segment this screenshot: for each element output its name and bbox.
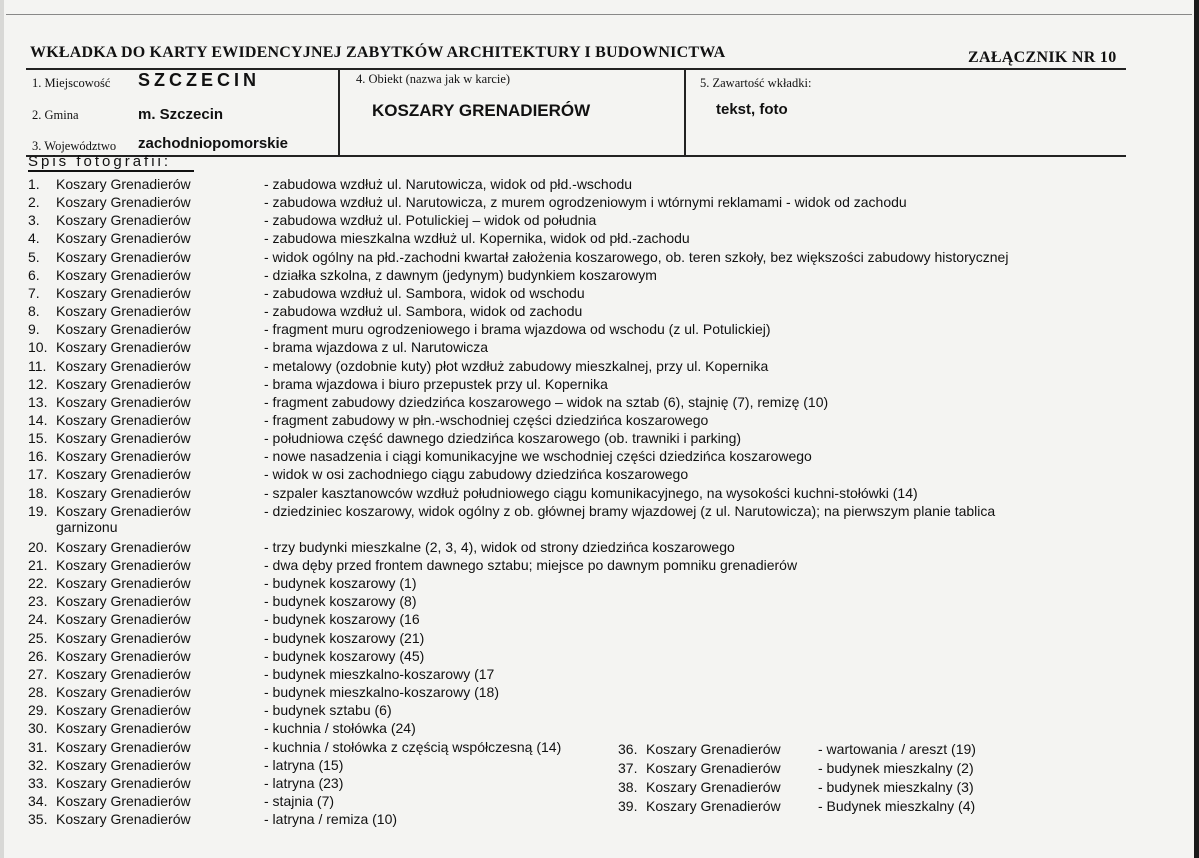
photo-description: - fragment muru ogrodzeniowego i brama wjazdowa od wschodu (z ul. Potulickiej) <box>264 321 771 338</box>
contents-label: 5. Zawartość wkładki: <box>700 76 812 90</box>
photo-object-name: Koszary Grenadierów <box>56 248 191 265</box>
photo-object-name: Koszary Grenadierów <box>56 756 191 773</box>
photo-number: 26. <box>28 647 48 664</box>
photo-number: 10. <box>28 339 48 356</box>
photo-description: - wartowania / areszt (19) <box>818 741 976 757</box>
photo-object-name: Koszary Grenadierów <box>56 502 191 519</box>
photo-description-continuation: garnizonu <box>56 518 118 535</box>
scan-edge-left <box>0 0 4 858</box>
photo-number: 21. <box>28 557 48 573</box>
photo-object-name: Koszary Grenadierów <box>56 194 191 211</box>
photo-description: - latryna (15) <box>264 756 344 773</box>
photo-number: 31. <box>28 738 48 755</box>
photo-description: - widok w osi zachodniego ciągu zabudowy dziedzińca koszarowego <box>264 466 689 483</box>
document-title: WKŁADKA DO KARTY EWIDENCYJNEJ ZABYTKÓW ARCHITEKTURY I BUDOWNICTWA <box>30 44 726 61</box>
photo-object-name: Koszary Grenadierów <box>56 375 191 392</box>
photo-object-name: Koszary Grenadierów <box>56 665 191 682</box>
photo-object-name: Koszary Grenadierów <box>56 411 191 428</box>
photo-object-name: Koszary Grenadierów <box>56 284 191 301</box>
photo-number: 12. <box>28 375 48 392</box>
photo-number: 22. <box>28 575 48 592</box>
annex-label: ZAŁĄCZNIK NR 10 <box>968 49 1117 66</box>
photo-object-name: Koszary Grenadierów <box>56 430 191 447</box>
header-divider-1 <box>338 68 340 156</box>
photo-object-name: Koszary Grenadierów <box>56 792 191 809</box>
photo-number: 7. <box>28 284 40 301</box>
photo-number: 2. <box>28 194 40 211</box>
photo-description: - kuchnia / stołówka z częścią współczesną (14) <box>264 738 562 755</box>
photo-object-name: Koszary Grenadierów <box>56 575 191 592</box>
photo-description: - stajnia (7) <box>264 792 335 809</box>
photo-object-name: Koszary Grenadierów <box>56 339 191 356</box>
photo-object-name: Koszary Grenadierów <box>56 720 191 737</box>
photo-number: 28. <box>28 684 48 701</box>
photo-description: - latryna / remiza (10) <box>264 811 398 828</box>
photo-number: 24. <box>28 611 48 628</box>
photo-object-name: Koszary Grenadierów <box>56 321 191 338</box>
photo-number: 35. <box>28 811 48 828</box>
photo-object-name: Koszary Grenadierów <box>646 779 781 795</box>
photo-object-name: Koszary Grenadierów <box>56 230 191 247</box>
voivodeship-value: zachodniopomorskie <box>138 135 289 152</box>
photo-description: - zabudowa mieszkalna wzdłuż ul. Kopernika, widok od płd.-zachodu <box>264 230 690 247</box>
contents-value: tekst, foto <box>716 101 788 118</box>
photo-number: 16. <box>28 448 48 465</box>
photo-description: - budynek koszarowy (1) <box>264 575 417 592</box>
photo-description: - latryna (23) <box>264 774 344 791</box>
photo-number: 27. <box>28 665 48 682</box>
photo-number: 20. <box>28 538 48 555</box>
photo-object-name: Koszary Grenadierów <box>56 212 191 229</box>
photo-number: 30. <box>28 720 48 737</box>
photo-object-name: Koszary Grenadierów <box>56 176 191 192</box>
photo-object-name: Koszary Grenadierów <box>56 266 191 283</box>
photo-number: 3. <box>28 212 40 229</box>
photo-description: - zabudowa wzdłuż ul. Sambora, widok od wschodu <box>264 284 585 301</box>
photo-description: - budynek koszarowy (8) <box>264 593 417 610</box>
photo-description: - budynek koszarowy (45) <box>264 647 425 664</box>
photo-number: 34. <box>28 792 48 809</box>
photo-number: 19. <box>28 502 48 519</box>
photo-object-name: Koszary Grenadierów <box>56 684 191 701</box>
photo-number: 6. <box>28 266 40 283</box>
photo-list-title-underline <box>28 170 194 172</box>
photo-object-name: Koszary Grenadierów <box>56 393 191 410</box>
photo-object-name: Koszary Grenadierów <box>56 593 191 610</box>
photo-object-name: Koszary Grenadierów <box>56 629 191 646</box>
photo-object-name: Koszary Grenadierów <box>56 611 191 628</box>
photo-description: - Budynek mieszkalny (4) <box>818 798 976 814</box>
header-divider-2 <box>684 68 686 156</box>
photo-number: 13. <box>28 393 48 410</box>
photo-description: - fragment zabudowy w płn.-wschodniej części dziedzińca koszarowego <box>264 411 709 428</box>
photo-number: 29. <box>28 702 48 719</box>
photo-description: - budynek mieszkalny (3) <box>818 779 974 795</box>
photo-number: 15. <box>28 430 48 447</box>
photo-description: - budynek koszarowy (21) <box>264 629 425 646</box>
object-value: KOSZARY GRENADIERÓW <box>372 101 591 120</box>
photo-number: 1. <box>28 176 40 192</box>
photo-object-name: Koszary Grenadierów <box>56 466 191 483</box>
photo-list-title: Spis fotografii: <box>28 153 172 170</box>
photo-description: - zabudowa wzdłuż ul. Sambora, widok od zachodu <box>264 303 583 320</box>
photo-number: 33. <box>28 774 48 791</box>
photo-object-name: Koszary Grenadierów <box>56 774 191 791</box>
photo-object-name: Koszary Grenadierów <box>646 760 781 776</box>
photo-number: 32. <box>28 756 48 773</box>
photo-description: - fragment zabudowy dziedzińca koszarowego – widok na sztab (6), stajnię (7), remizę (10) <box>264 393 829 410</box>
photo-description: - metalowy (ozdobnie kuty) płot wzdłuż zabudowy mieszkalnej, przy ul. Kopernika <box>264 357 769 374</box>
photo-object-name: Koszary Grenadierów <box>56 811 191 828</box>
photo-description: - nowe nasadzenia i ciągi komunikacyjne we wschodniej części dziedzińca koszarowego <box>264 448 812 465</box>
commune-label: 2. Gmina <box>32 108 79 122</box>
photo-description: - brama wjazdowa z ul. Narutowicza <box>264 339 489 356</box>
photo-number: 38. <box>618 779 638 795</box>
photo-description: - szpaler kasztanowców wzdłuż południowego ciągu komunikacyjnego, na wysokości kuchni-stołówki (14) <box>264 484 918 501</box>
photo-number: 9. <box>28 321 40 338</box>
photo-object-name: Koszary Grenadierów <box>56 448 191 465</box>
photo-description: - działka szkolna, z dawnym (jedynym) budynkiem koszarowym <box>264 266 657 283</box>
photo-description: - budynek mieszkalno-koszarowy (17 <box>264 665 495 682</box>
photo-number: 5. <box>28 248 40 265</box>
photo-description: - zabudowa wzdłuż ul. Narutowicza, widok od płd.-wschodu <box>264 176 633 192</box>
photo-object-name: Koszary Grenadierów <box>56 557 191 573</box>
photo-description: - dziedziniec koszarowy, widok ogólny z ob. głównej bramy wjazdowej (z ul. Narutowicza); na pierwszym planie tablica <box>264 502 996 519</box>
photo-object-name: Koszary Grenadierów <box>56 484 191 501</box>
photo-description: - dwa dęby przed frontem dawnego sztabu; miejsce po dawnym pomniku grenadierów <box>264 557 798 573</box>
photo-object-name: Koszary Grenadierów <box>646 741 781 757</box>
photo-number: 14. <box>28 411 48 428</box>
photo-object-name: Koszary Grenadierów <box>56 303 191 320</box>
photo-object-name: Koszary Grenadierów <box>646 798 781 814</box>
photo-description: - budynek koszarowy (16 <box>264 611 420 628</box>
scan-edge-right <box>1194 0 1199 858</box>
photo-number: 36. <box>618 741 638 757</box>
photo-number: 23. <box>28 593 48 610</box>
photo-description: - kuchnia / stołówka (24) <box>264 720 416 737</box>
commune-value: m. Szczecin <box>138 106 224 123</box>
photo-object-name: Koszary Grenadierów <box>56 647 191 664</box>
photo-number: 4. <box>28 230 40 247</box>
photo-description: - widok ogólny na płd.-zachodni kwartał założenia koszarowego, ob. teren szkoły, bez większości zabudowy historycznej <box>264 248 1009 265</box>
photo-description: - budynek mieszkalny (2) <box>818 760 974 776</box>
locality-label: 1. Miejscowość <box>32 76 111 90</box>
voivodeship-label: 3. Województwo <box>32 139 117 153</box>
photo-description: - południowa część dawnego dziedzińca koszarowego (ob. trawniki i parking) <box>264 430 742 447</box>
photo-description: - zabudowa wzdłuż ul. Narutowicza, z murem ogrodzeniowym i wtórnymi reklamami - widok od zachodu <box>264 194 907 211</box>
photo-description: - budynek sztabu (6) <box>264 702 392 719</box>
photo-number: 8. <box>28 303 40 320</box>
photo-number: 37. <box>618 760 638 776</box>
header-bottom-line <box>26 155 1126 157</box>
photo-number: 39. <box>618 798 638 814</box>
photo-description: - budynek mieszkalno-koszarowy (18) <box>264 684 499 701</box>
photo-number: 18. <box>28 484 48 501</box>
photo-object-name: Koszary Grenadierów <box>56 357 191 374</box>
photo-description: - zabudowa wzdłuż ul. Potulickiej – widok od południa <box>264 212 597 229</box>
photo-object-name: Koszary Grenadierów <box>56 702 191 719</box>
top-border-line <box>6 14 1192 15</box>
photo-number: 17. <box>28 466 48 483</box>
photo-object-name: Koszary Grenadierów <box>56 538 191 555</box>
object-label: 4. Obiekt (nazwa jak w karcie) <box>356 72 511 86</box>
photo-number: 11. <box>28 357 47 374</box>
photo-description: - trzy budynki mieszkalne (2, 3, 4), widok od strony dziedzińca koszarowego <box>264 538 735 555</box>
photo-object-name: Koszary Grenadierów <box>56 738 191 755</box>
locality-value: SZCZECIN <box>138 70 260 90</box>
photo-number: 25. <box>28 629 48 646</box>
photo-description: - brama wjazdowa i biuro przepustek przy ul. Kopernika <box>264 375 608 392</box>
